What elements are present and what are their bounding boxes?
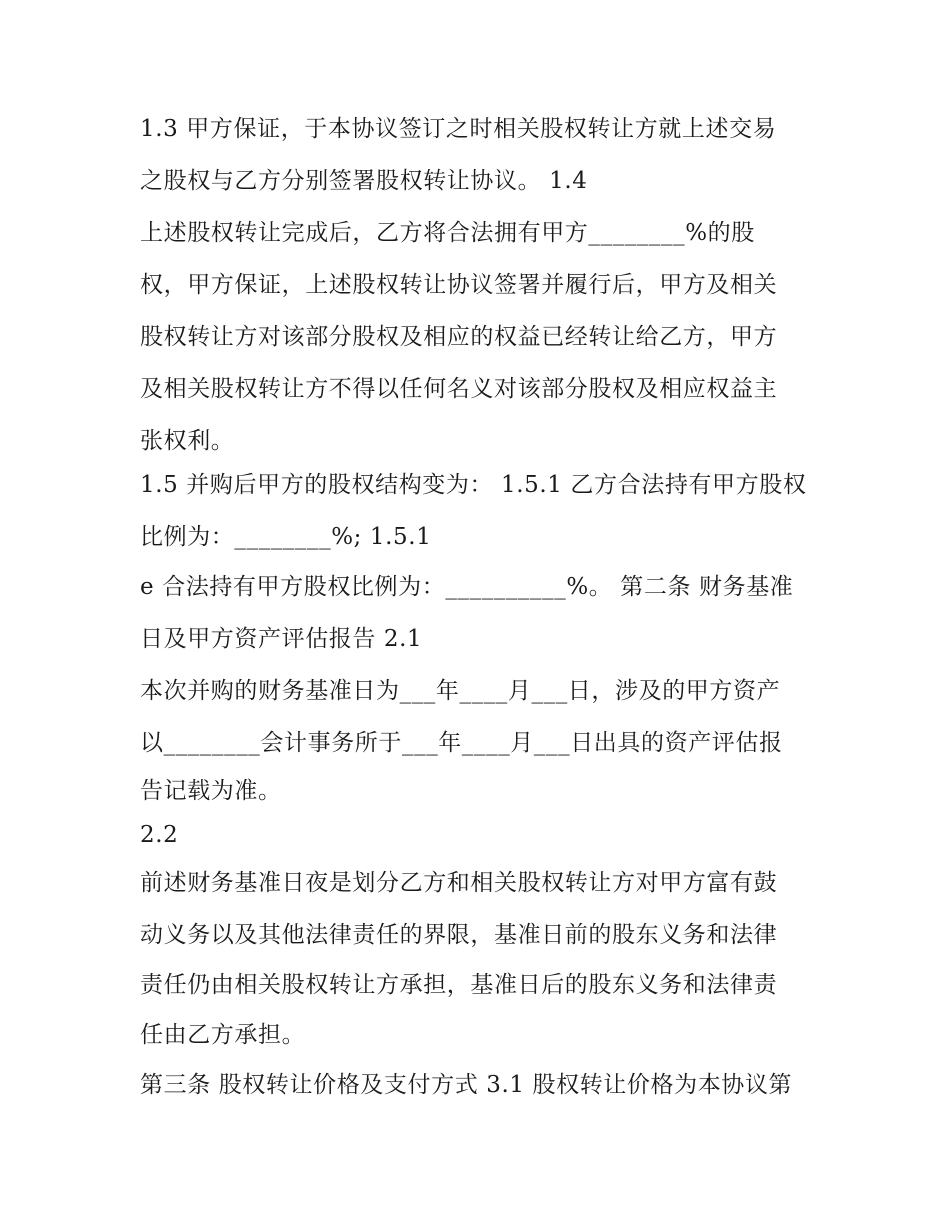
text-line: 及相关股权转让方不得以任何名义对该部分股权及相应权益主	[140, 376, 778, 402]
text-line: 2.2	[140, 822, 179, 848]
text-line: 以________会计事务所于___年____月___日出具的资产评估报	[140, 730, 783, 756]
text-line: 告记载为准。	[140, 778, 282, 804]
text-line: 动义务以及其他法律责任的界限，基准日前的股东义务和法律	[140, 922, 778, 948]
text-line: 前述财务基准日夜是划分乙方和相关股权转让方对甲方富有鼓	[140, 870, 778, 896]
text-line: 本次并购的财务基准日为___年____月___日，涉及的甲方资产	[140, 678, 781, 704]
text-line: 比例为：________%; 1.5.1	[140, 524, 432, 550]
text-line: 第三条 股权转让价格及支付方式 3.1 股权转让价格为本协议第	[140, 1072, 793, 1098]
text-line: e 合法持有甲方股权比例为：__________%。 第二条 财务基准	[140, 574, 794, 600]
text-line: 权，甲方保证，上述股权转让协议签署并履行后，甲方及相关	[140, 272, 778, 298]
text-line: 日及甲方资产评估报告 2.1	[140, 626, 423, 652]
text-line: 1.5 并购后甲方的股权结构变为： 1.5.1 乙方合法持有甲方股权	[140, 472, 807, 498]
text-line: 责任仍由相关股权转让方承担，基准日后的股东义务和法律责	[140, 972, 778, 998]
text-line: 张权利。	[140, 428, 235, 454]
text-line: 股权转让方对该部分股权及相应的权益已经转让给乙方，甲方	[140, 324, 778, 350]
text-line: 上述股权转让完成后，乙方将合法拥有甲方________%的股	[140, 220, 755, 246]
text-line: 之股权与乙方分别签署股权转让协议。 1.4	[140, 168, 588, 194]
text-line: 任由乙方承担。	[140, 1022, 306, 1048]
text-line: 1.3 甲方保证，于本协议签订之时相关股权转让方就上述交易	[140, 116, 777, 142]
